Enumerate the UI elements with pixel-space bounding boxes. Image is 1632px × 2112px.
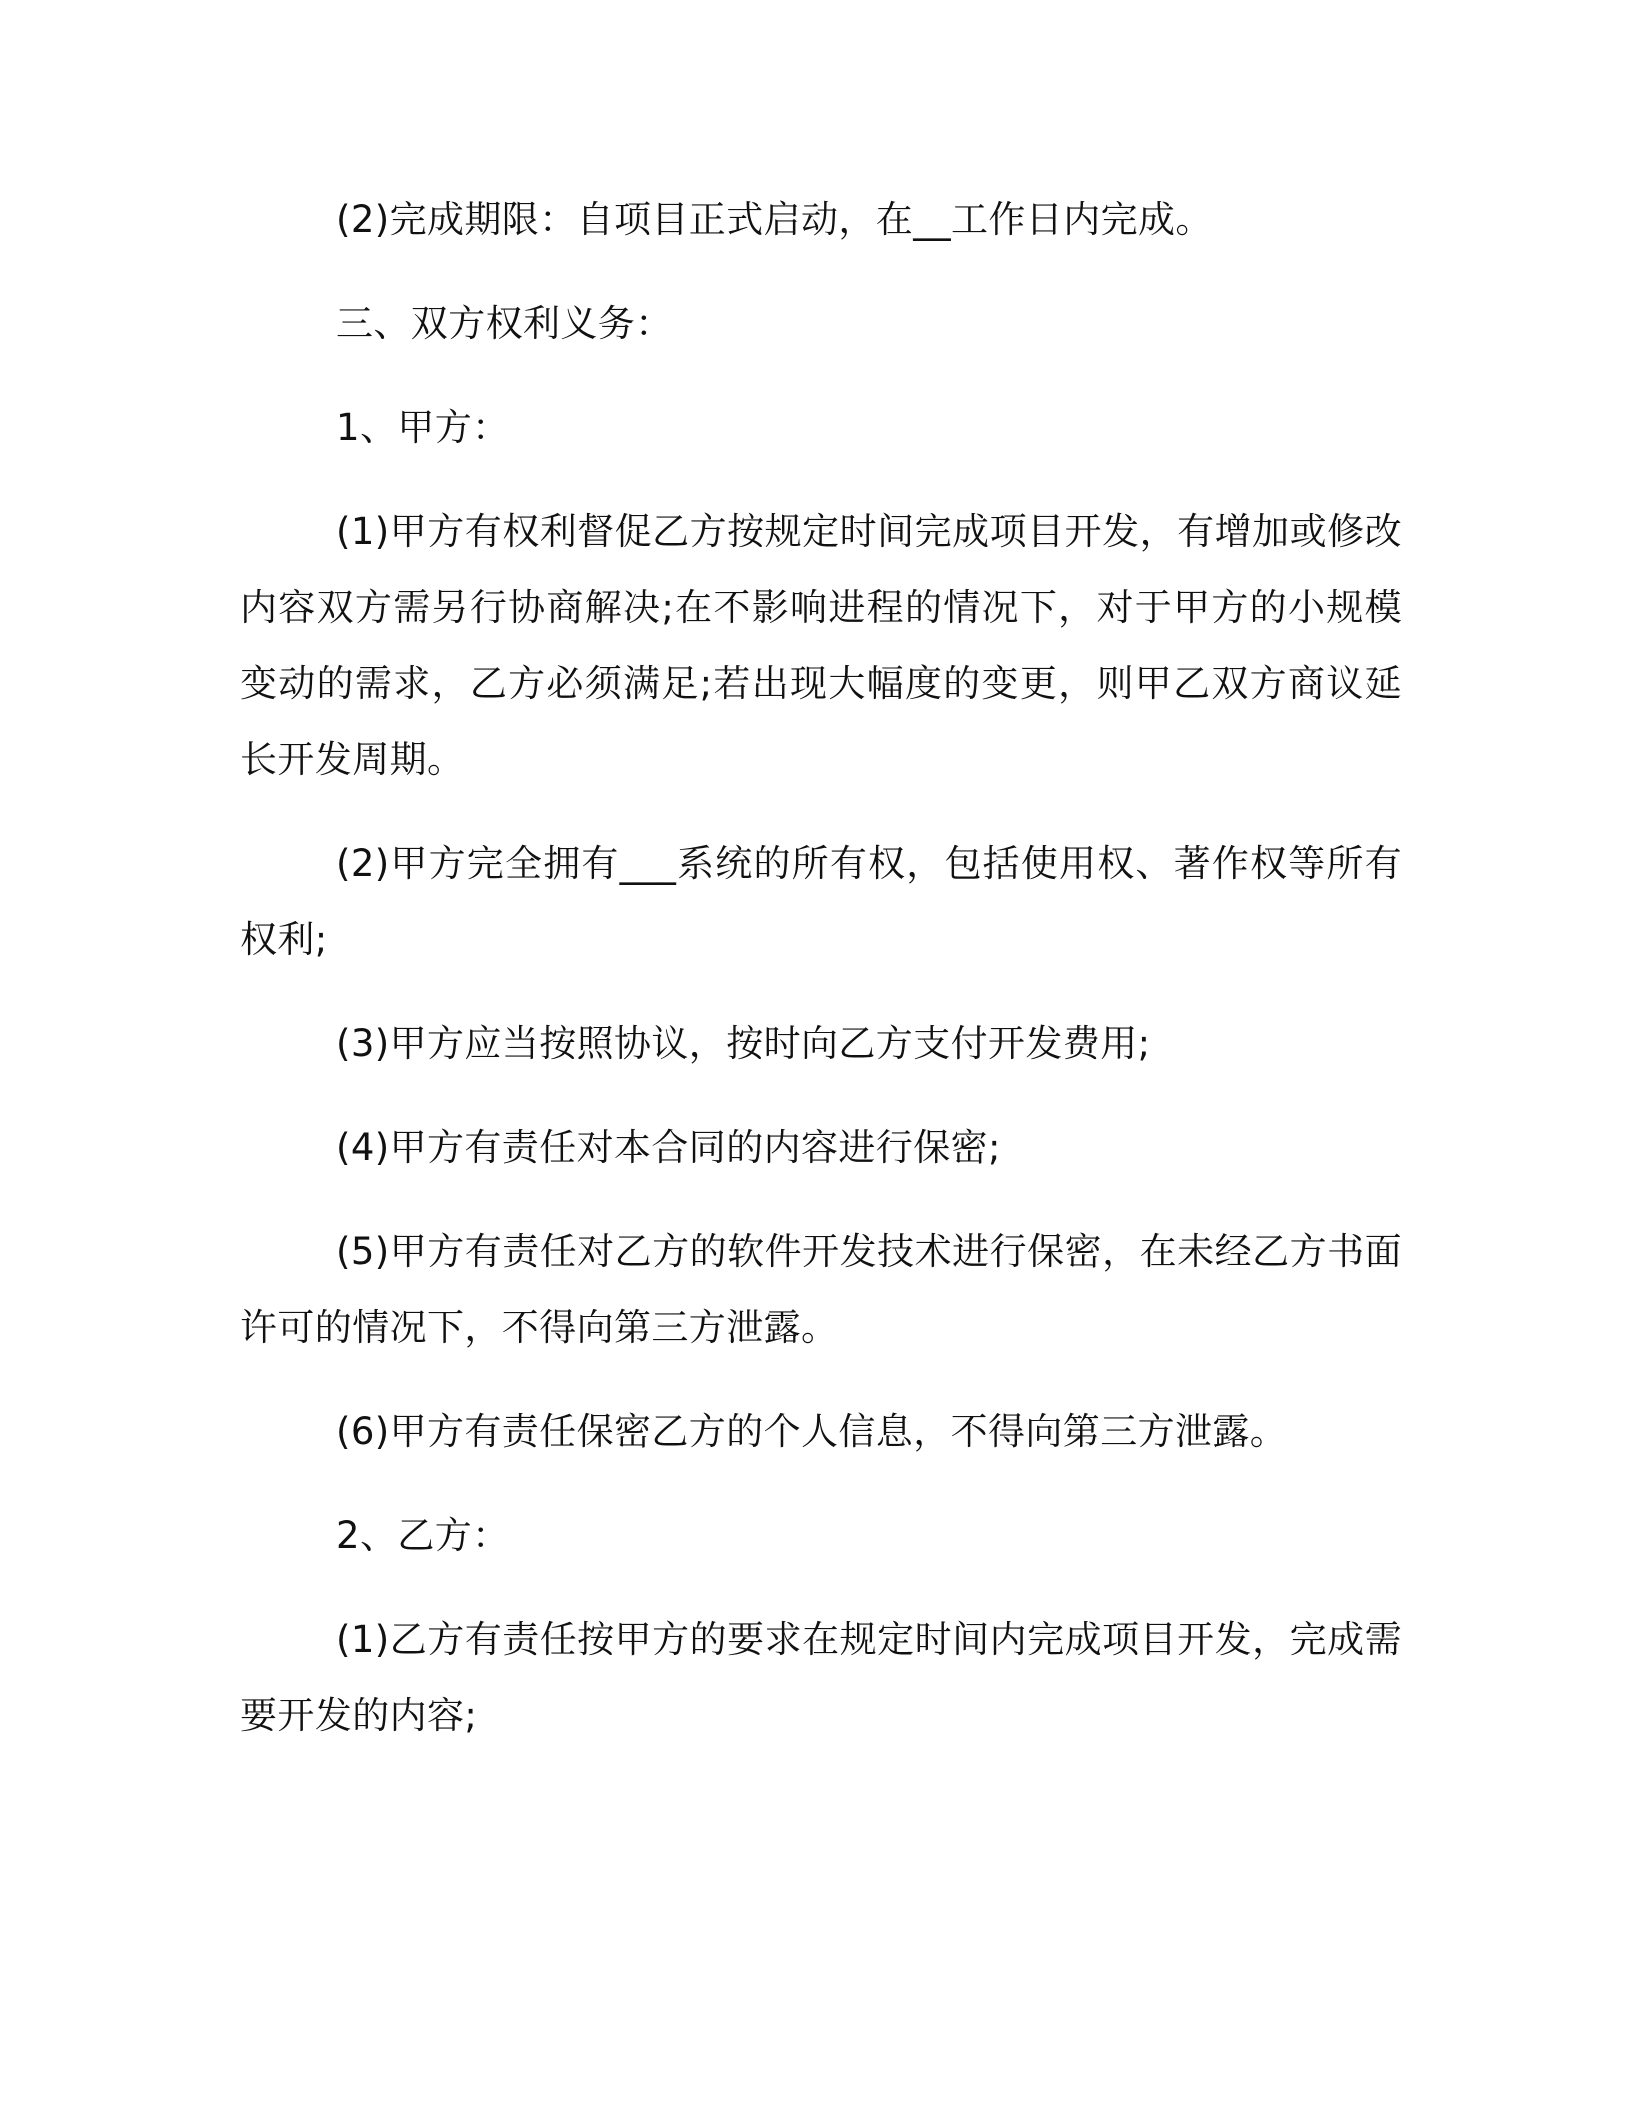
paragraph-party-a-item-3: (3)甲方应当按照协议，按时向乙方支付开发费用; [336, 1022, 1151, 1065]
subsection-heading-party-a: 1、甲方： [336, 406, 510, 449]
subsection-heading-party-b: 2、乙方： [336, 1514, 510, 1557]
document-body [240, 182, 1402, 1782]
paragraph-party-a-item-2: (2)甲方完全拥有___系统的所有权，包括使用权、著作权等所有权利; [240, 842, 1402, 961]
paragraph-party-a-item-4: (4)甲方有责任对本合同的内容进行保密; [336, 1126, 1001, 1169]
section-heading-rights-obligations: 三、双方权利义务： [336, 302, 673, 345]
paragraph-completion-deadline: (2)完成期限：自项目正式启动，在__工作日内完成。 [336, 198, 1213, 241]
paragraph-party-a-item-1: (1)甲方有权利督促乙方按规定时间完成项目开发，有增加或修改内容双方需另行协商解决;在不影响进程的情况下，对于甲方的小规模变动的需求，乙方必须满足;若出现大幅度的变更，则甲乙双方商议延长开发周期。 [240, 510, 1402, 781]
paragraph-party-a-item-5: (5)甲方有责任对乙方的软件开发技术进行保密，在未经乙方书面许可的情况下，不得向第三方泄露。 [240, 1230, 1402, 1349]
paragraph-party-b-item-1: (1)乙方有责任按甲方的要求在规定时间内完成项目开发，完成需要开发的内容; [240, 1618, 1402, 1737]
paragraph-party-a-item-6: (6)甲方有责任保密乙方的个人信息，不得向第三方泄露。 [336, 1410, 1288, 1453]
